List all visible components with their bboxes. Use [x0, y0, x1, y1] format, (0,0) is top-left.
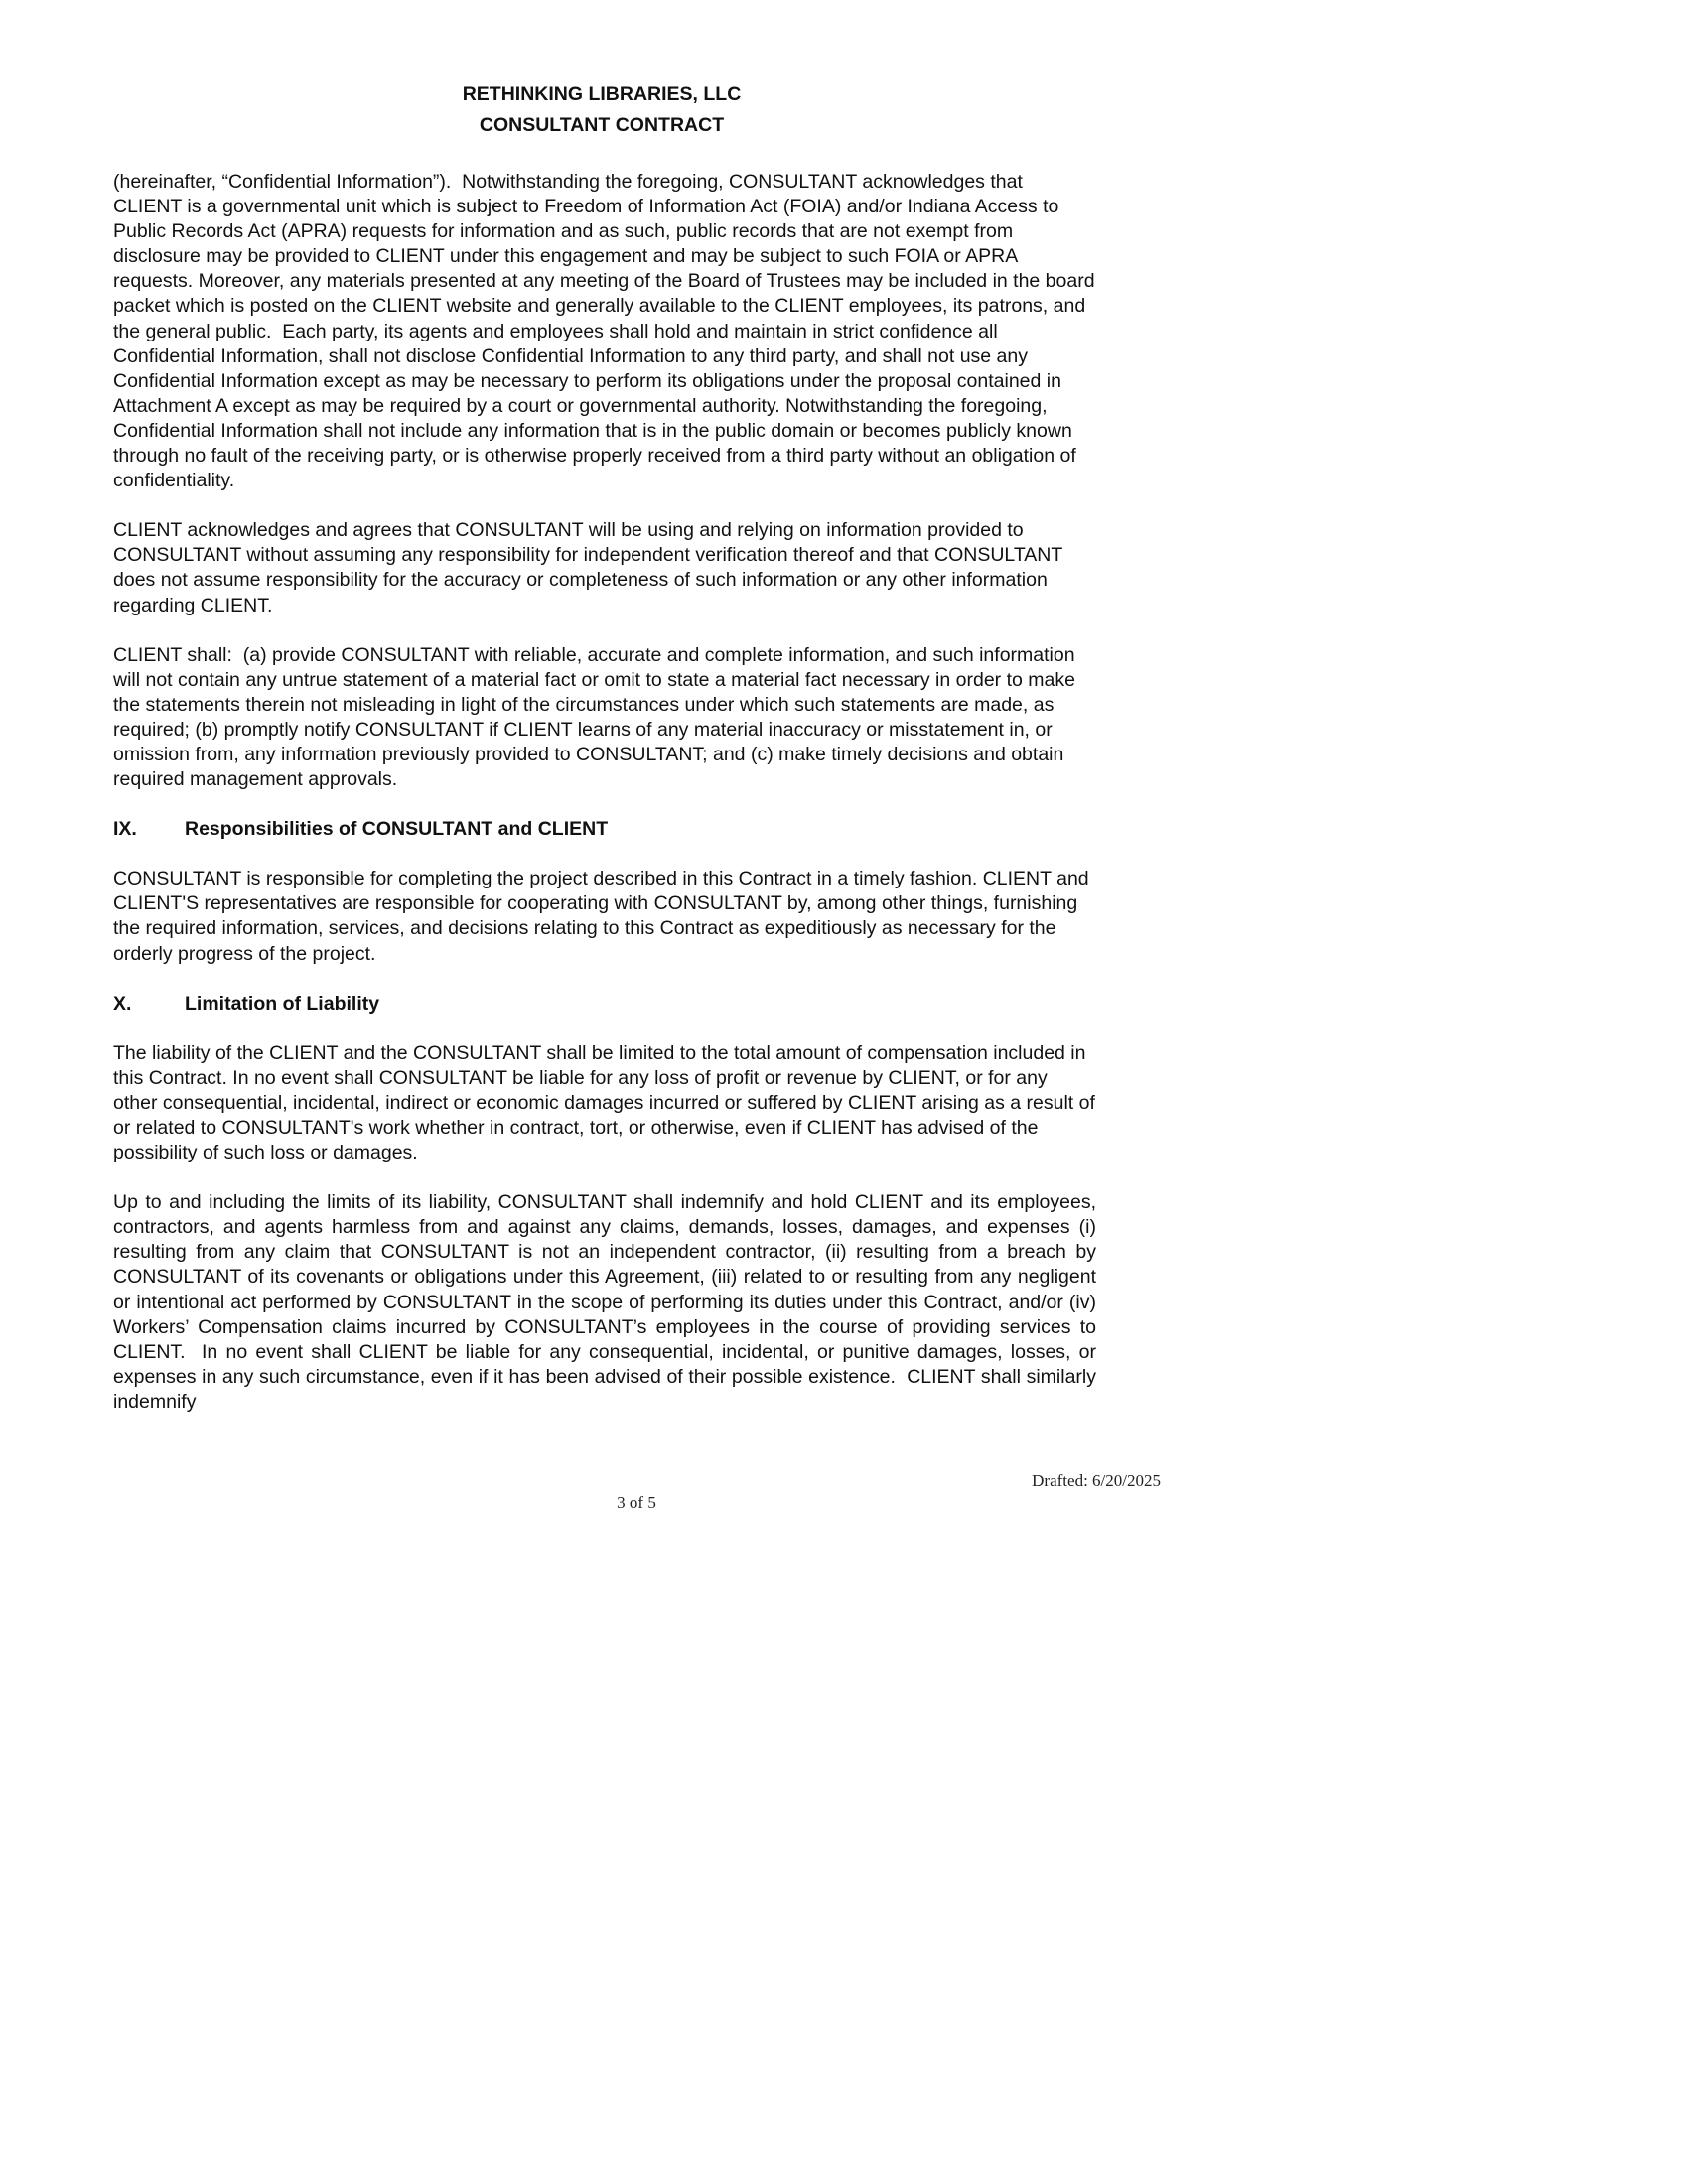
section-heading-ix — [113, 817, 1096, 842]
confidentiality-paragraph: (hereinafter, “Confidential Information”). Notwithstanding the foregoing, CONSULTANT acknowledges that CLIENT is a governmental unit which is subject to Freedom of Information Act (FOIA) and/or Indiana Access to Public Records Act (APRA) requests for information and as such, public records that are not exempt from disclosure may be provided to CLIENT under this engagement and may be subject to such FOIA or APRA requests. Moreover, any materials presented at any meeting of the Board of Trustees may be included in the board packet which is posted on the CLIENT website and generally available to the CLIENT employees, its patrons, and the general public. Each party, its agents and employees shall hold and maintain in strict confidence all Confidential Information, shall not disclose Confidential Information to any third party, and shall not use any Confidential Information except as may be necessary to perform its obligations under the proposal contained in Attachment A except as may be required by a court or governmental authority. Notwithstanding the foregoing, Confidential Information shall not include any information that is in the public domain or becomes publicly known through no fault of the receiving party, or is otherwise properly received from a third party without an obligation of confidentiality. — [113, 171, 1100, 492]
client-acknowledgement-paragraph: CLIENT acknowledges and agrees that CONSULTANT will be using and relying on information provided to CONSULTANT without assuming any responsibility for independent verification thereof and that CONSULTANT does not assume responsibility for the accuracy or completeness of such information or any other information regarding CLIENT. — [113, 519, 1068, 616]
section-number: X. — [113, 992, 132, 1015]
indemnification-paragraph: Up to and including the limits of its liability, CONSULTANT shall indemnify and hold CLIENT and its employees, contractors, and agents harmless from and against any claims, demands, losses, damages, and expenses (i) resulting from any claim that CONSULTANT is not an independent contractor, (ii) resulting from a breach by CONSULTANT of its covenants or obligations under this Agreement, (iii) related to or resulting from any negligent or intentional act performed by CONSULTANT in the scope of performing its duties under this Contract, and/or (iv) Workers’ Compensation claims incurred by CONSULTANT’s employees in the course of providing services to CLIENT. In no event shall CLIENT be liable for any consequential, incidental, or punitive damages, losses, or expenses in any such circumstance, even if it has been advised of their possible existence. CLIENT shall similarly indemnify — [113, 1191, 1102, 1413]
document-header — [0, 81, 1203, 143]
section-number: IX. — [113, 818, 137, 841]
section-heading-x — [113, 992, 1096, 1017]
drafted-date: Drafted: 6/20/2025 — [1032, 1471, 1161, 1490]
responsibilities-paragraph: CONSULTANT is responsible for completing the project described in this Contract in a timely fashion. CLIENT and CLIENT'S representatives are responsible for cooperating with CONSULTANT by, among other things, furnishing the required information, services, and decisions relating to this Contract as expeditiously as necessary for the orderly progress of the project. — [113, 868, 1095, 965]
document-title: CONSULTANT CONTRACT — [479, 114, 725, 136]
company-name: RETHINKING LIBRARIES, LLC — [462, 83, 742, 105]
client-obligations-paragraph: CLIENT shall: (a) provide CONSULTANT with reliable, accurate and complete information, and such information will not contain any untrue statement of a material fact or omit to state a material fact necessary in order to make the statements therein not misleading in light of the circumstances under which such statements are made, as required; (b) promptly notify CONSULTANT if CLIENT learns of any material inaccuracy or misstatement in, or omission from, any information previously provided to CONSULTANT; and (c) make timely decisions and obtain required management approvals. — [113, 643, 1081, 791]
section-title: Responsibilities of CONSULTANT and CLIENT — [185, 818, 609, 841]
page-number: 3 of 5 — [617, 1493, 656, 1512]
section-title: Limitation of Liability — [185, 992, 380, 1015]
liability-limit-paragraph: The liability of the CLIENT and the CONSULTANT shall be limited to the total amount of compensation included in this Contract. In no event shall CONSULTANT be liable for any loss of profit or revenue by CLIENT, or for any other consequential, incidental, indirect or economic damages incurred or suffered by CLIENT arising as a result of or related to CONSULTANT's work whether in contract, tort, or otherwise, even if CLIENT has advised of the possibility of such loss or damages. — [113, 1041, 1101, 1164]
document-body — [113, 170, 1102, 1439]
